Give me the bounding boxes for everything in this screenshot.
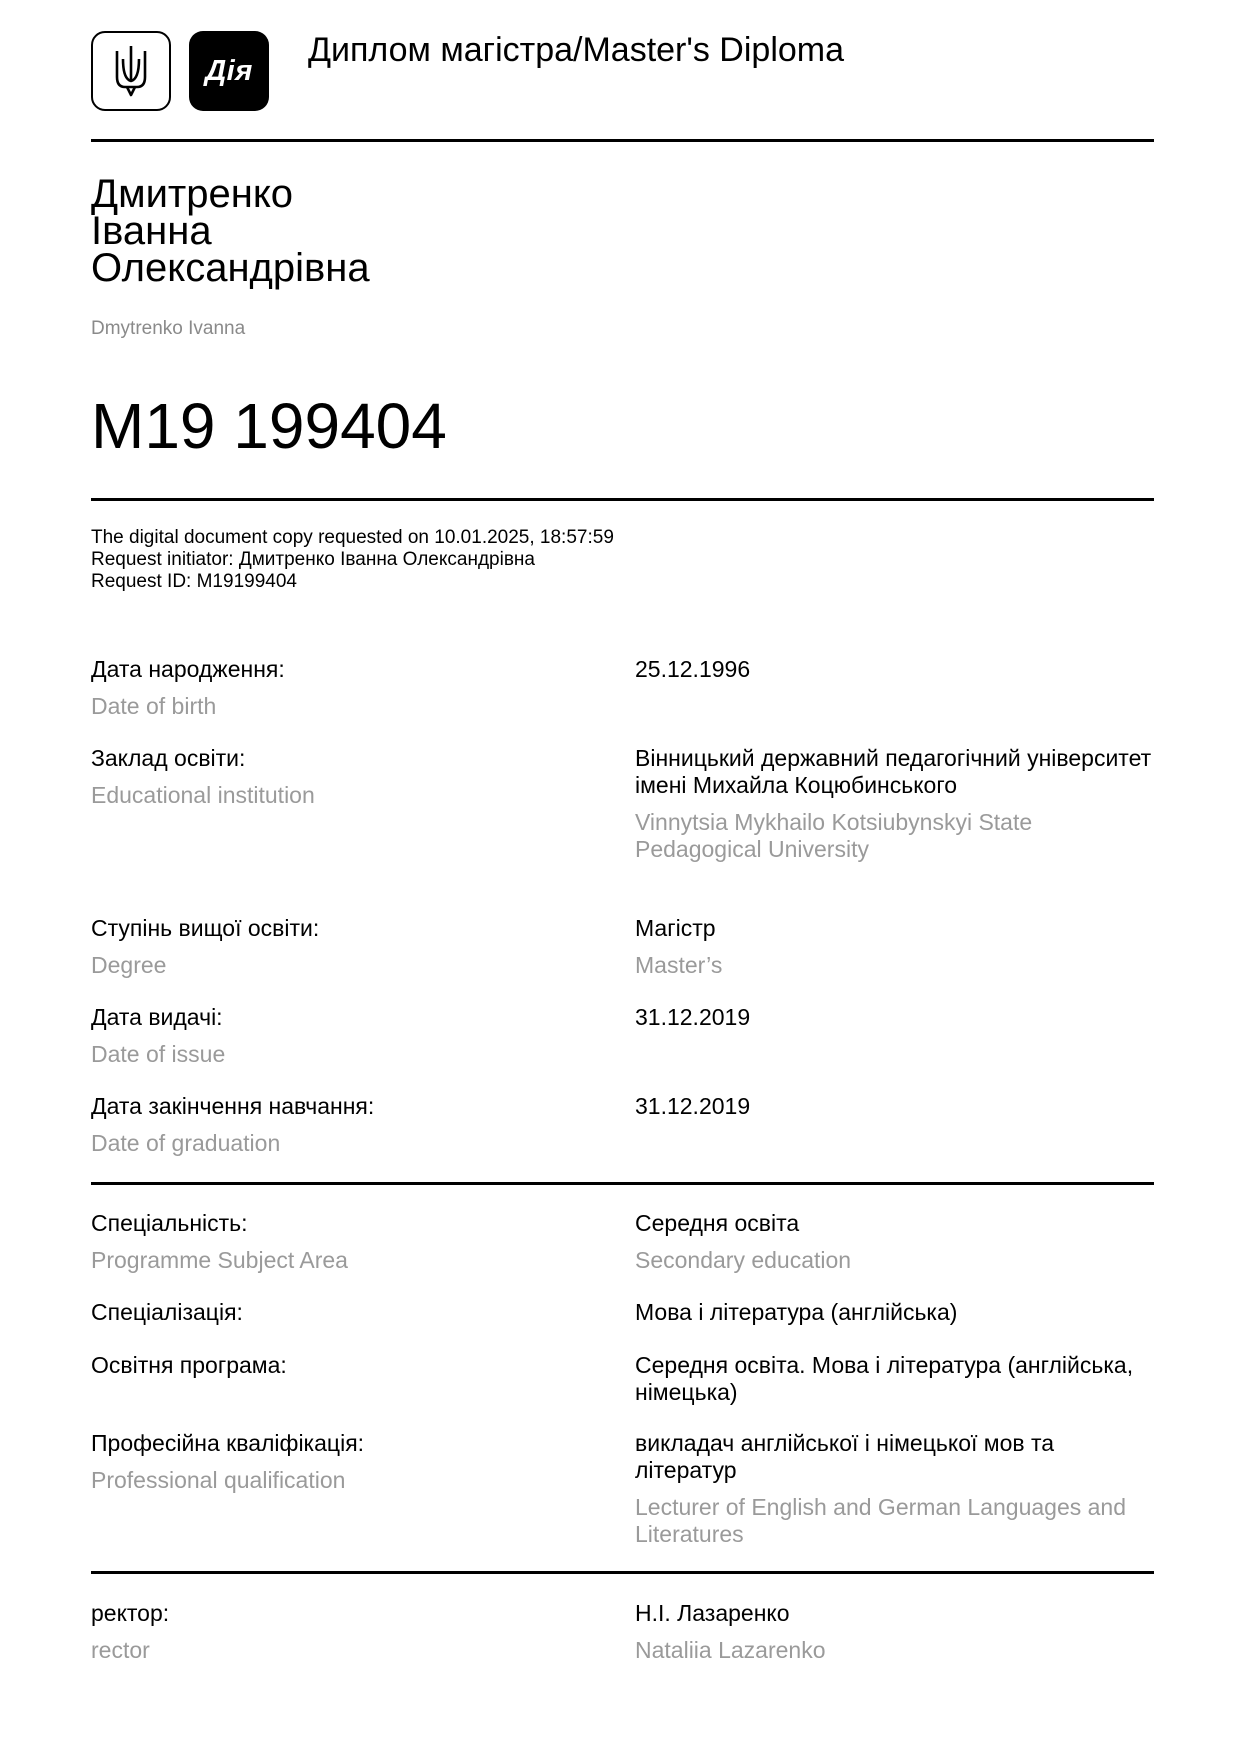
- field-value-en: Vinnytsia Mykhailo Kotsiubynskyi State Pedagogical University: [635, 809, 1033, 862]
- field-label-en: Date of issue: [91, 1041, 226, 1067]
- field-label: Ступінь вищої освіти:: [91, 915, 320, 941]
- field-label: Професійна кваліфікація:: [91, 1430, 365, 1456]
- document-number: M19 199404: [91, 390, 447, 462]
- divider: [91, 1571, 1154, 1574]
- patronymic: Олександрівна: [91, 246, 370, 290]
- field-label: Освітня програма:: [91, 1352, 287, 1378]
- trident-icon: [113, 43, 149, 99]
- field-value: 25.12.1996: [635, 656, 751, 682]
- full-name: [91, 172, 370, 290]
- diia-logo-text: Дія: [205, 54, 253, 87]
- given-name: Іванна: [91, 209, 212, 253]
- field-label-en: rector: [91, 1637, 150, 1663]
- field-value: Мова і література (англійська): [635, 1299, 958, 1325]
- field-value: Магістр: [635, 915, 716, 941]
- field-label: Дата видачі:: [91, 1004, 223, 1030]
- field-label: Спеціалізація:: [91, 1299, 243, 1325]
- field-value-en: Nataliia Lazarenko: [635, 1637, 826, 1663]
- field-label: Спеціальність:: [91, 1210, 248, 1236]
- request-id: Request ID: M19199404: [91, 571, 297, 592]
- field-label: Заклад освіти:: [91, 745, 246, 771]
- field-value: Вінницький державний педагогічний університет імені Михайла Коцюбинського: [635, 745, 1152, 798]
- divider: [91, 1182, 1154, 1185]
- field-value-en: Secondary education: [635, 1247, 852, 1273]
- divider: [91, 498, 1154, 501]
- field-label: ректор:: [91, 1600, 170, 1626]
- divider: [91, 139, 1154, 142]
- field-label-en: Date of graduation: [91, 1130, 281, 1156]
- field-value: Середня освіта: [635, 1210, 800, 1236]
- document-title: Диплом магістра/Master's Diploma: [308, 31, 845, 69]
- field-value: 31.12.2019: [635, 1093, 751, 1119]
- field-value: викладач англійської і німецької мов та літератур: [635, 1430, 1055, 1483]
- field-label: Дата народження:: [91, 656, 285, 682]
- field-value: Середня освіта. Мова і література (англійська, німецька): [635, 1352, 1134, 1405]
- field-label-en: Professional qualification: [91, 1467, 346, 1493]
- field-label: Дата закінчення навчання:: [91, 1093, 375, 1119]
- field-value: 31.12.2019: [635, 1004, 751, 1030]
- field-label-en: Educational institution: [91, 782, 315, 808]
- field-value-en: Lecturer of English and German Languages and Literatures: [635, 1494, 1126, 1547]
- field-label-en: Degree: [91, 952, 167, 978]
- trident-logo: [91, 31, 171, 111]
- field-value: Н.І. Лазаренко: [635, 1600, 790, 1626]
- request-date: The digital document copy requested on 10.01.2025, 18:57:59: [91, 527, 614, 548]
- field-label-en: Programme Subject Area: [91, 1247, 348, 1273]
- field-value-en: Master’s: [635, 952, 723, 978]
- field-label-en: Date of birth: [91, 693, 217, 719]
- request-info: [91, 527, 614, 593]
- request-initiator: Request initiator: Дмитренко Іванна Олександрівна: [91, 549, 535, 570]
- diia-logo: [189, 31, 269, 111]
- latin-name: Dmytrenko Ivanna: [91, 318, 246, 339]
- surname: Дмитренко: [91, 172, 294, 216]
